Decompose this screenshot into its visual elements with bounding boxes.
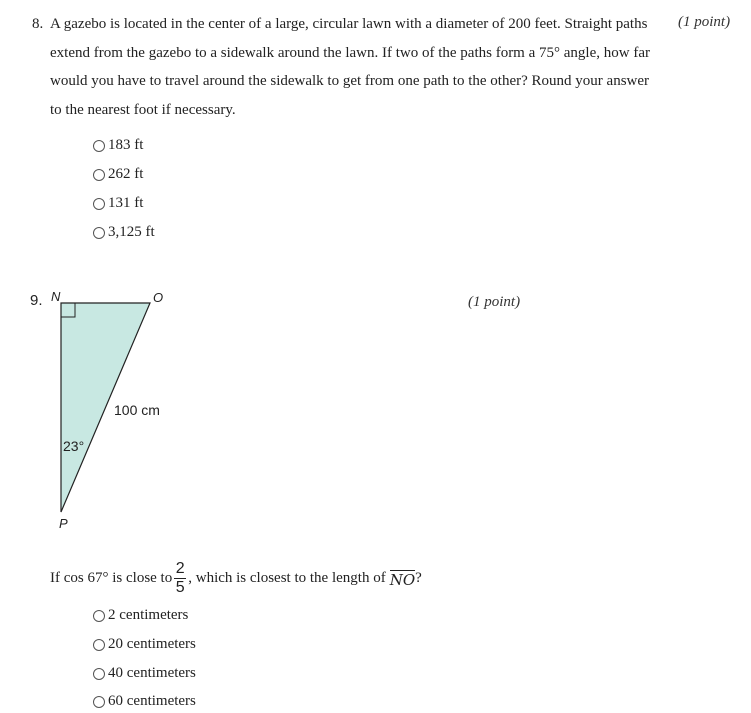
radio-button[interactable]: [93, 227, 105, 239]
choice-label: 20 centimeters: [108, 636, 196, 652]
question-8-points: (1 point): [678, 14, 731, 30]
fraction: [174, 560, 186, 597]
vertex-n-label: N: [51, 289, 61, 304]
prompt-text-start: If cos 67° is close to: [50, 570, 173, 586]
radio-button[interactable]: [93, 668, 105, 680]
q9-choice-2[interactable]: [93, 636, 196, 653]
q8-choice-3[interactable]: [93, 195, 143, 212]
radio-button[interactable]: [93, 639, 105, 651]
prompt-text-middle: , which is closest to the length of: [188, 570, 386, 586]
q9-choice-1[interactable]: [93, 607, 188, 624]
radio-button[interactable]: [93, 169, 105, 181]
choice-label: 40 centimeters: [108, 665, 196, 681]
hypotenuse-label: 100 cm: [114, 402, 160, 418]
q8-choice-4[interactable]: [93, 224, 155, 241]
vertex-o-label: O: [153, 290, 164, 305]
choice-label: 60 centimeters: [108, 693, 196, 709]
radio-button[interactable]: [93, 610, 105, 622]
segment-no: NO: [389, 570, 416, 589]
choice-label: 262 ft: [108, 166, 144, 182]
q8-choice-1[interactable]: [93, 137, 143, 154]
q8-choice-2[interactable]: [93, 166, 143, 183]
choice-label: 2 centimeters: [108, 607, 189, 623]
vertex-p-label: P: [59, 516, 68, 531]
q9-choice-3[interactable]: [93, 665, 196, 682]
choice-label: 183 ft: [108, 137, 144, 153]
question-8-number: 8.: [32, 16, 44, 32]
radio-button[interactable]: [93, 198, 105, 210]
radio-button[interactable]: [93, 696, 105, 708]
question-9-prompt: [50, 560, 422, 597]
choice-label: 3,125 ft: [108, 224, 155, 240]
choice-label: 131 ft: [108, 195, 144, 211]
question-8-text: A gazebo is located in the center of a large, circular lawn with a diameter of 200 feet. Straight paths extend from the gazebo to a sidewalk around the lawn. If two of the paths form a 75° angle, how far would you have to travel around the sidewalk to get from one path to the other? Round your answer to the nearest foot if necessary.: [50, 16, 650, 119]
fraction-numerator: 2: [175, 560, 185, 577]
prompt-text-end: ?: [415, 570, 422, 586]
triangle-figure: [0, 280, 200, 540]
question-9-number: 9.: [30, 292, 43, 309]
fraction-denominator: 5: [175, 579, 185, 596]
question-9-points: (1 point): [468, 294, 521, 310]
angle-label: 23°: [63, 438, 85, 454]
radio-button[interactable]: [93, 140, 105, 152]
q9-choice-4[interactable]: [93, 693, 196, 710]
